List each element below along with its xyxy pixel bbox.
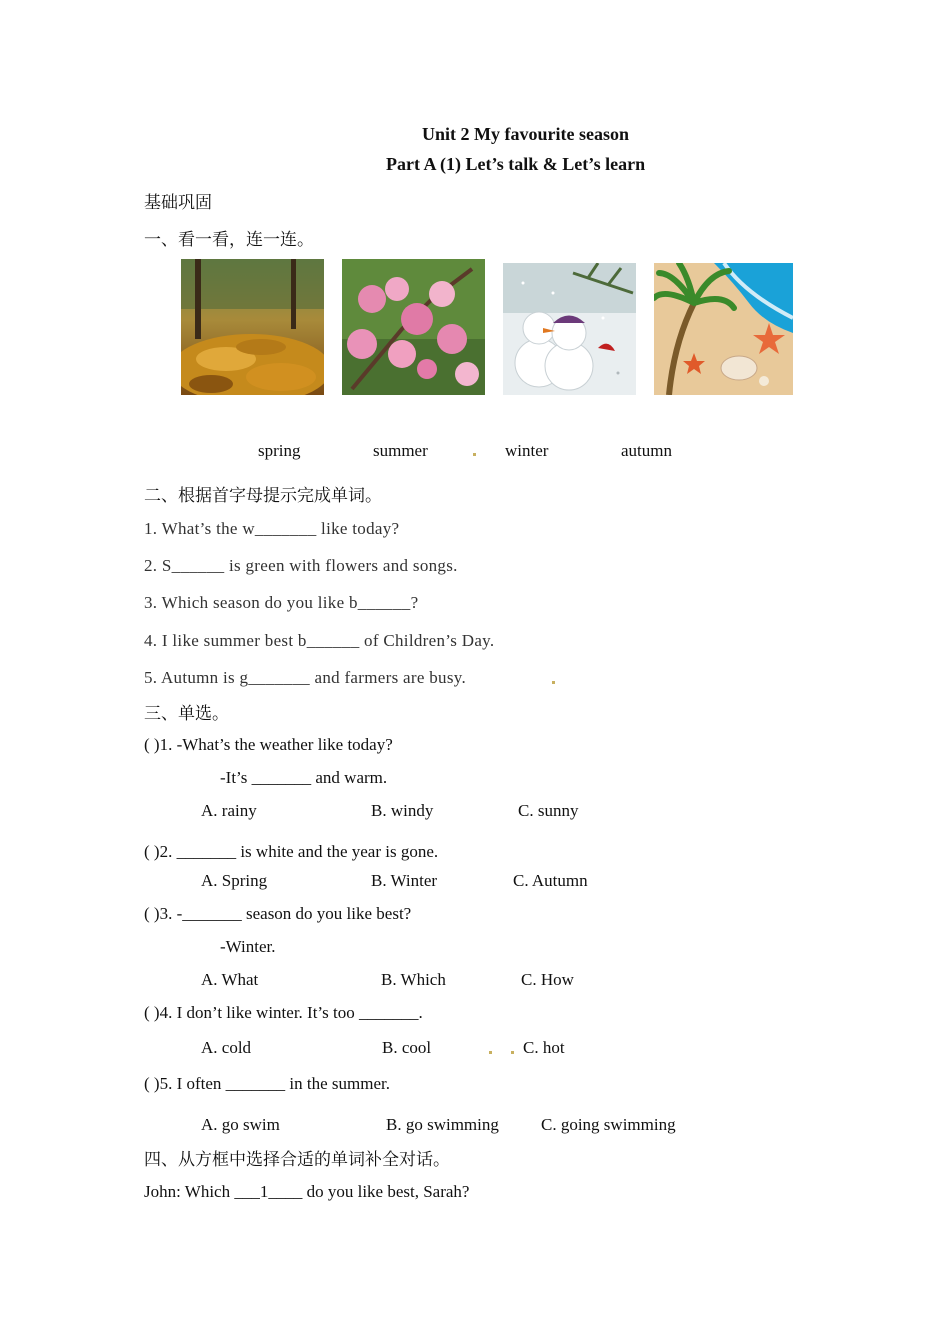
mc-q1-stem: ( )1. -What’s the weather like today? bbox=[144, 735, 393, 754]
fill-item-3: 3. Which season do you like b______? bbox=[144, 593, 419, 612]
part-title: Part A (1) Let’s talk & Let’s learn bbox=[386, 154, 646, 174]
mc-q5-option-c: C. going swimming bbox=[541, 1115, 676, 1134]
mc-q5-option-a: A. go swim bbox=[201, 1115, 280, 1134]
mc-q3-line2: -Winter. bbox=[220, 937, 276, 956]
fill-item-5: 5. Autumn is g_______ and farmers are busy. bbox=[144, 668, 466, 687]
autumn-leaves-picture bbox=[181, 259, 324, 395]
unit-title: Unit 2 My favourite season bbox=[422, 124, 629, 144]
word-summer: summer bbox=[373, 441, 428, 460]
mc-q1-line2: -It’s _______ and warm. bbox=[220, 768, 388, 787]
speck bbox=[489, 1051, 492, 1054]
mc-q2-option-c: C. Autumn bbox=[513, 871, 588, 890]
summer-beach-picture bbox=[654, 263, 793, 395]
mc-q3-stem: ( )3. -_______ season do you like best? bbox=[144, 904, 412, 923]
mc-q2-option-a: A. Spring bbox=[201, 871, 268, 890]
mc-q2-stem: ( )2. _______ is white and the year is gone. bbox=[144, 842, 439, 861]
word-autumn: autumn bbox=[621, 441, 672, 460]
dialogue-line-1: John: Which ___1____ do you like best, Sarah? bbox=[144, 1182, 470, 1201]
fill-item-2: 2. S______ is green with flowers and songs. bbox=[144, 556, 458, 575]
mc-q3-option-c: C. How bbox=[521, 970, 574, 989]
mc-q5-option-b: B. go swimming bbox=[386, 1115, 499, 1134]
mc-q3-option-a: A. What bbox=[201, 970, 259, 989]
section4-heading: 四、从方框中选择合适的单词补全对话。 bbox=[144, 1150, 450, 1170]
word-winter: winter bbox=[505, 441, 549, 460]
basic-heading: 基础巩固 bbox=[144, 193, 212, 213]
mc-q4-option-c: C. hot bbox=[523, 1038, 565, 1057]
mc-q3-option-b: B. Which bbox=[381, 970, 446, 989]
fill-item-1: 1. What’s the w_______ like today? bbox=[144, 519, 400, 538]
speck bbox=[511, 1051, 514, 1054]
winter-snowman-picture bbox=[503, 263, 636, 395]
mc-q1-option-b: B. windy bbox=[371, 801, 434, 820]
mc-q1-option-a: A. rainy bbox=[201, 801, 257, 820]
word-spring: spring bbox=[258, 441, 301, 460]
speck bbox=[473, 453, 476, 456]
mc-q4-option-a: A. cold bbox=[201, 1038, 252, 1057]
mc-q4-option-b: B. cool bbox=[382, 1038, 432, 1057]
speck bbox=[552, 681, 555, 684]
mc-q4-stem: ( )4. I don’t like winter. It’s too _______. bbox=[144, 1003, 423, 1022]
mc-q2-option-b: B. Winter bbox=[371, 871, 438, 890]
section2-heading: 二、根据首字母提示完成单词。 bbox=[144, 486, 382, 506]
section3-heading: 三、单选。 bbox=[144, 704, 229, 724]
mc-q5-stem: ( )5. I often _______ in the summer. bbox=[144, 1074, 390, 1093]
spring-blossom-picture bbox=[342, 259, 485, 395]
fill-item-4: 4. I like summer best b______ of Children’s Day. bbox=[144, 631, 495, 650]
section1-heading: 一、看一看，连一连。 bbox=[144, 230, 314, 250]
mc-q1-option-c: C. sunny bbox=[518, 801, 579, 820]
